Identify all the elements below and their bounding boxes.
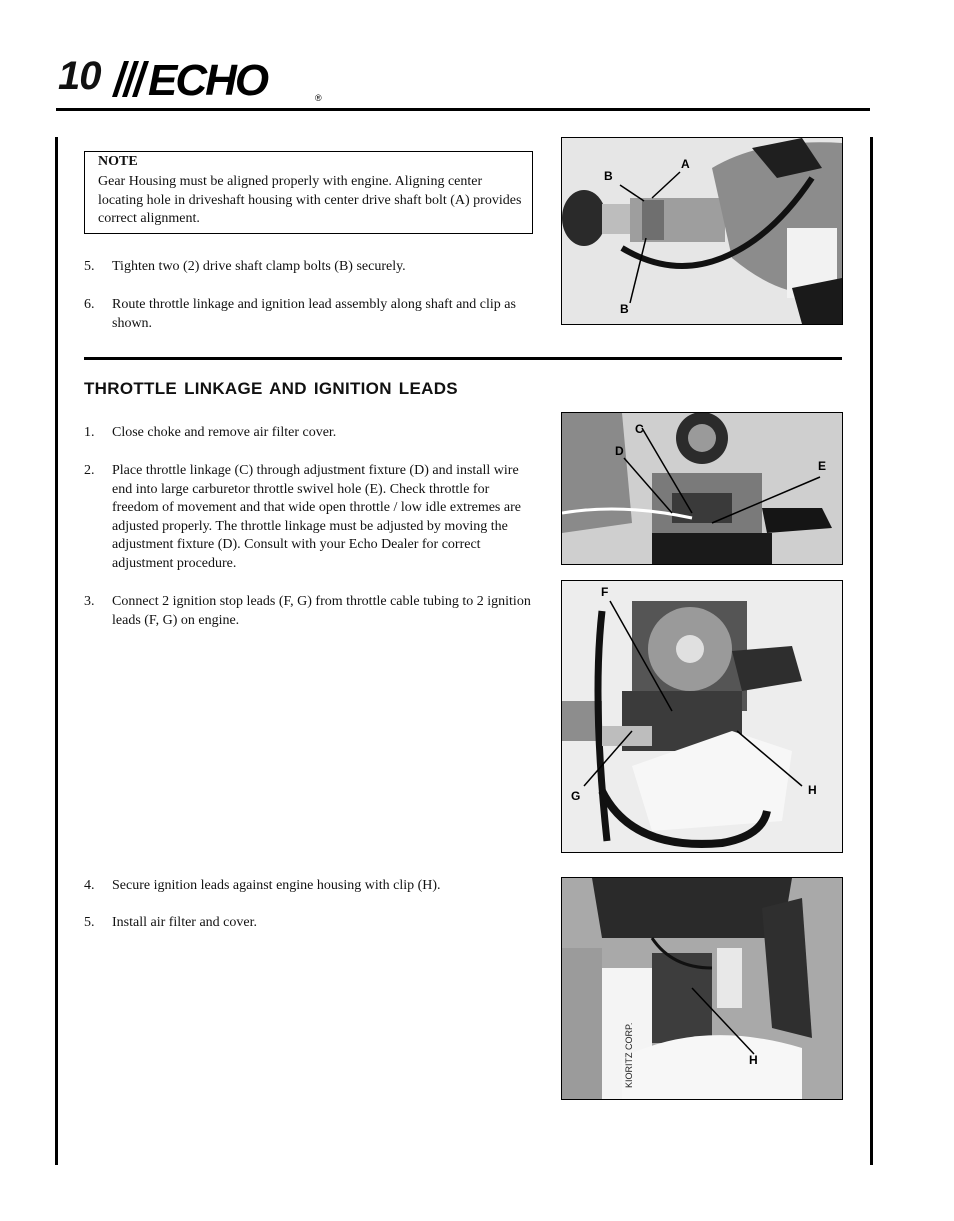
registered-mark: ®	[315, 93, 322, 103]
step-number: 4.	[84, 878, 95, 893]
callout-label: F	[601, 585, 609, 599]
step-number: 6.	[84, 297, 95, 312]
page-number: 10	[58, 54, 101, 98]
note-title: NOTE	[98, 154, 138, 169]
step-text: Install air filter and cover.	[112, 915, 257, 930]
right-margin-rule	[870, 137, 873, 1165]
callout-label: A	[681, 157, 690, 171]
engine-label-text: KIORITZ CORP.	[624, 1022, 634, 1088]
header-rule	[56, 108, 870, 111]
figure-driveshaft-clamp	[561, 137, 843, 325]
callout-label: H	[808, 783, 817, 797]
step-text: Place throttle linkage (C) through adjustment fixture (D) and install wire end into large carburetor throttle swivel hole (E). Check throttle for freedom of movement and that wide open throttle / low idle extremes are adjusted properly. The throttle linkage must be adjusted by moving the adjustment fixture (D). Consult with your Echo Dealer for correct adjustment procedure.	[112, 463, 521, 571]
figure-throttle-linkage	[561, 412, 843, 565]
section-title: THROTTLE LINKAGE AND IGNITION LEADS	[84, 379, 458, 398]
logo-text: ECHO	[148, 56, 268, 103]
step-text: Secure ignition leads against engine housing with clip (H).	[112, 878, 441, 893]
callout-label: G	[571, 789, 581, 803]
callout-label: E	[818, 459, 827, 473]
callout-label: C	[635, 422, 644, 436]
callout-label: D	[615, 444, 624, 458]
step-number: 2.	[84, 463, 95, 478]
step-text: Tighten two (2) drive shaft clamp bolts (B) securely.	[112, 259, 406, 274]
section-divider	[84, 357, 842, 360]
step-text: Connect 2 ignition stop leads (F, G) from throttle cable tubing to 2 ignition leads (F, G) on engine.	[112, 594, 531, 628]
step-number: 5.	[84, 259, 95, 274]
step-number: 1.	[84, 425, 95, 440]
callout-label: B	[604, 169, 613, 183]
echo-logo	[108, 55, 326, 103]
note-text: Gear Housing must be aligned properly with engine. Aligning center locating hole in driveshaft housing with center drive shaft bolt (A) provides correct alignment.	[98, 174, 522, 227]
callout-label: H	[749, 1053, 758, 1067]
callout-label: B	[620, 302, 629, 316]
left-margin-rule	[55, 137, 58, 1165]
step-text: Route throttle linkage and ignition lead assembly along shaft and clip as shown.	[112, 297, 516, 331]
step-number: 3.	[84, 594, 95, 609]
step-number: 5.	[84, 915, 95, 930]
step-text: Close choke and remove air filter cover.	[112, 425, 337, 440]
figure-ignition-clip	[561, 877, 843, 1100]
figure-ignition-leads	[561, 580, 843, 853]
